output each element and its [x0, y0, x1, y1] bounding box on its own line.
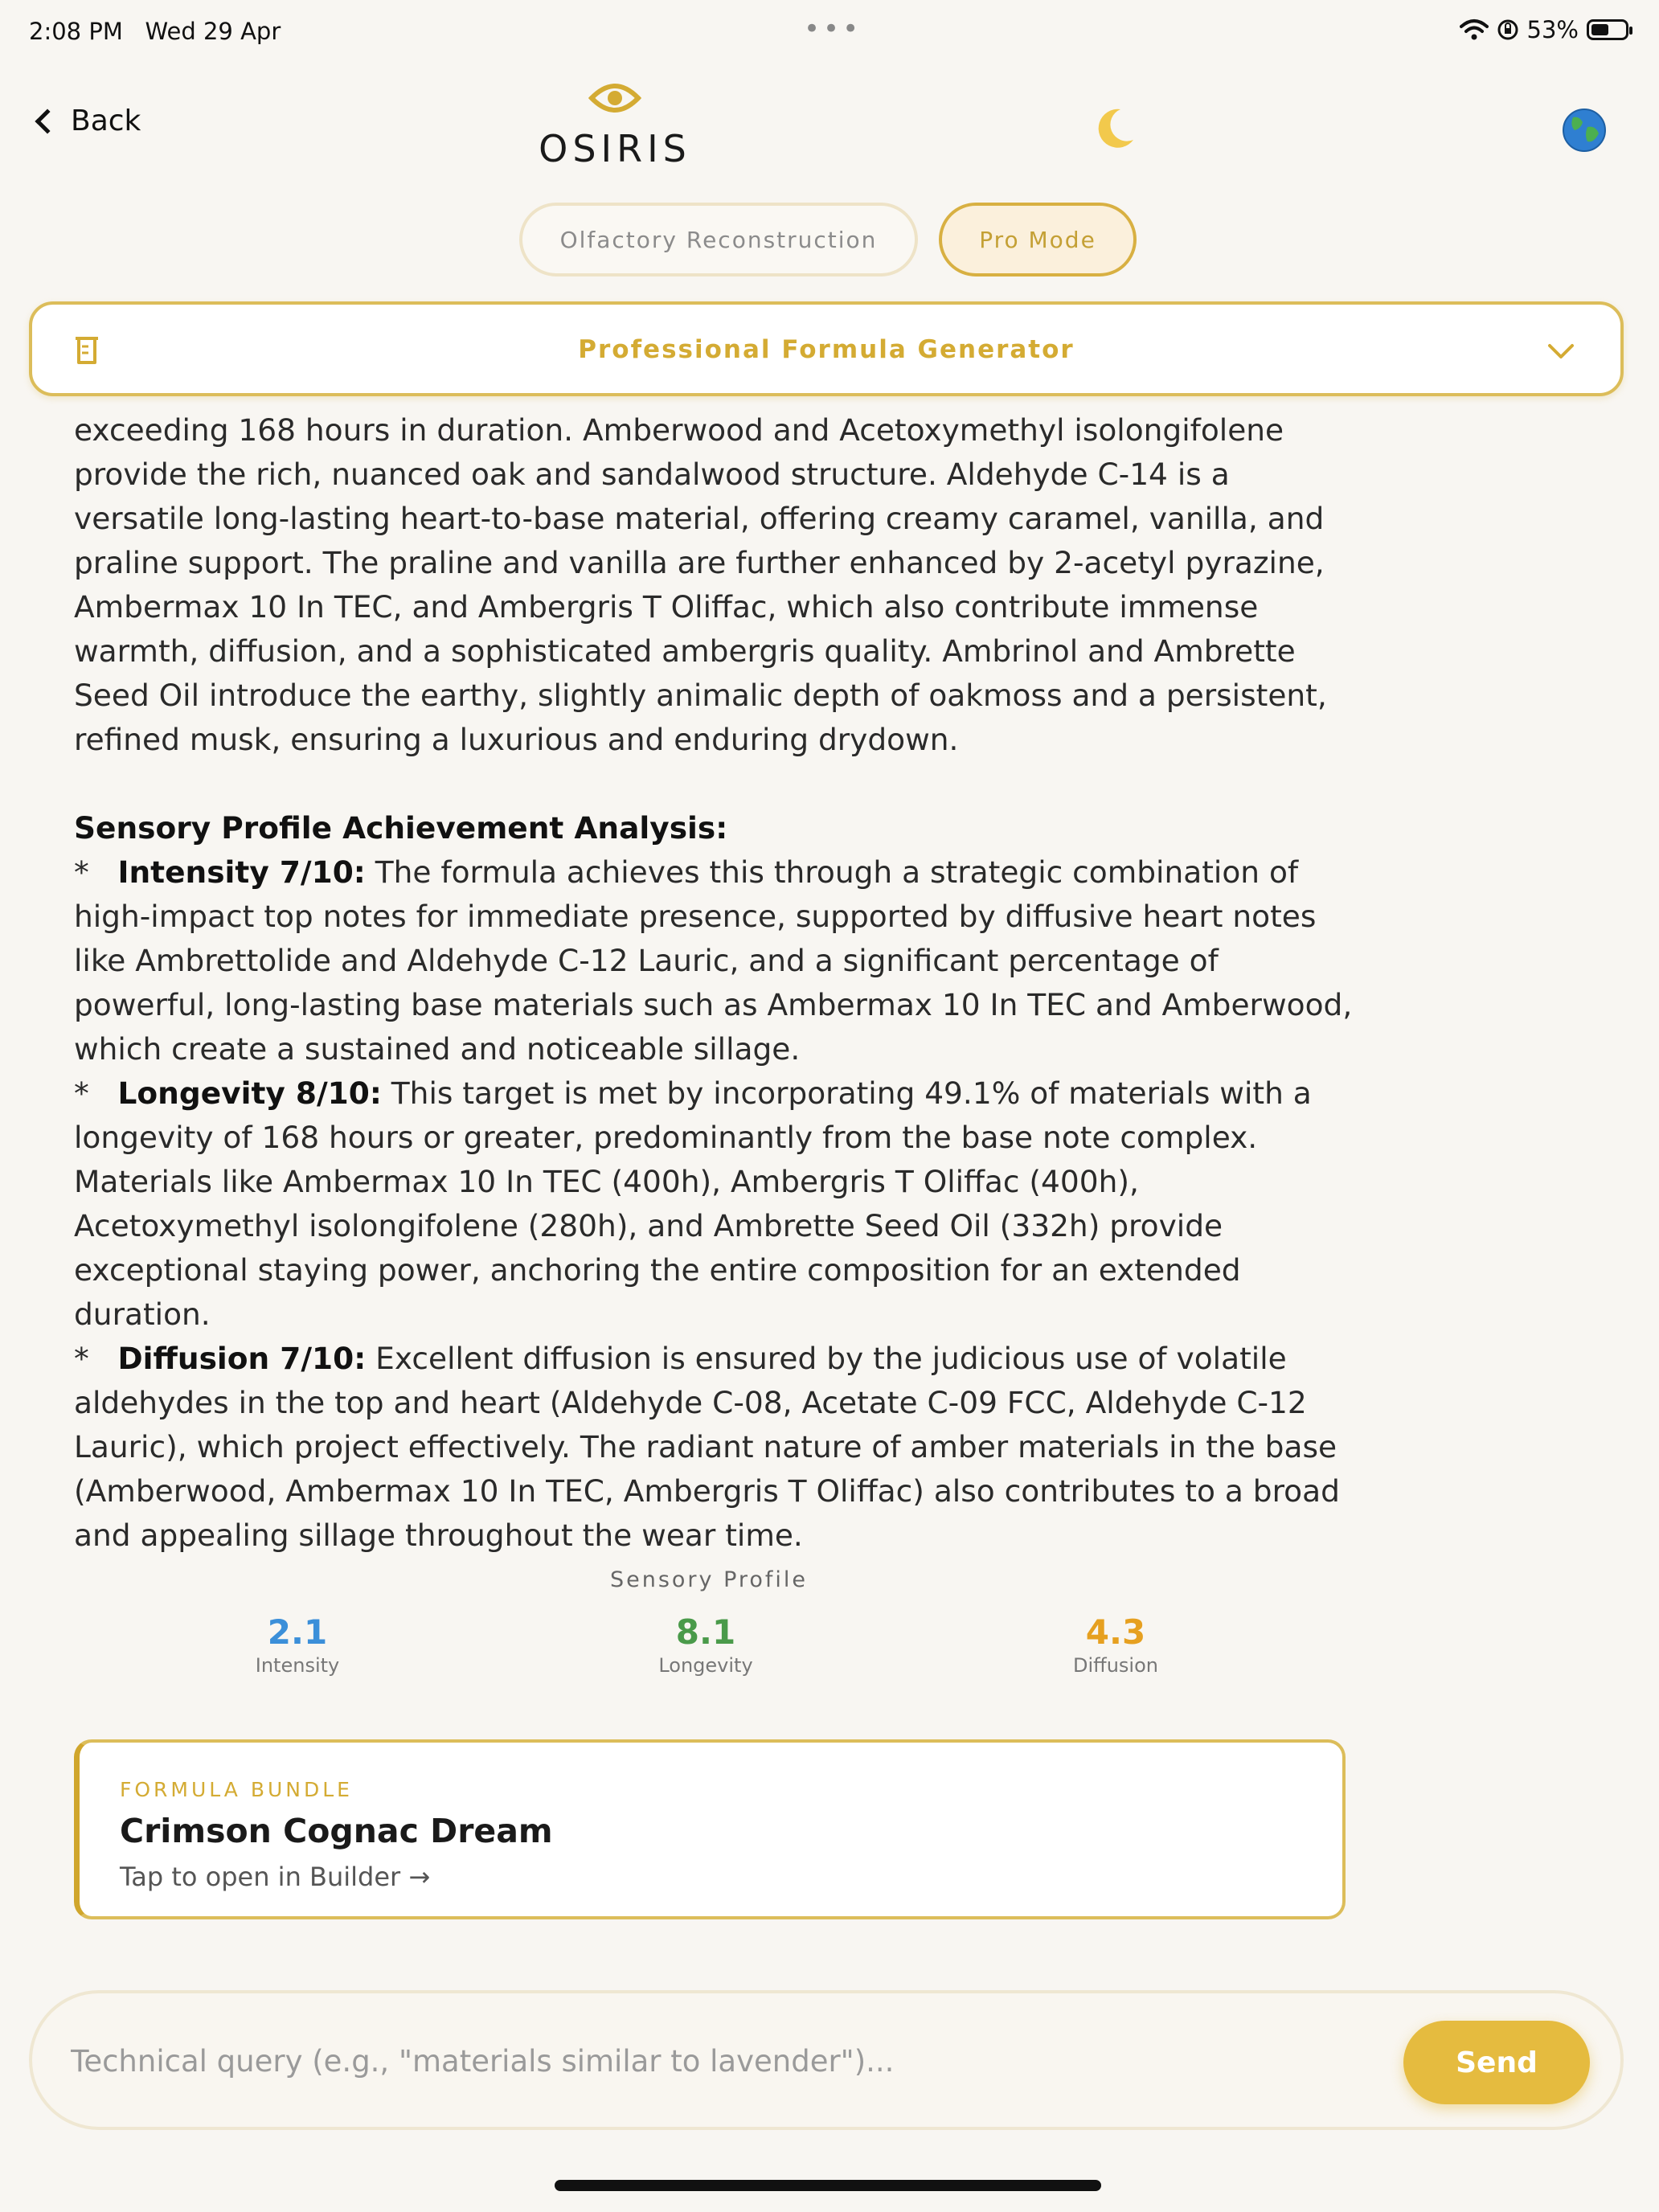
battery-percent: 53% [1526, 16, 1579, 43]
tab-pro-mode[interactable]: Pro Mode [939, 203, 1137, 276]
formula-bundle-card[interactable] [74, 1739, 1346, 1919]
app-logo [514, 80, 715, 170]
tab-olfactory-reconstruction[interactable]: Olfactory Reconstruction [519, 203, 918, 276]
bullet-longevity [74, 1071, 1360, 1337]
battery-fill [1591, 24, 1608, 35]
bullet-marker: * [74, 854, 89, 890]
metric-intensity [177, 1612, 418, 1677]
sensory-profile [74, 1567, 1344, 1688]
bullet-text: This target is met by incorporating 49.1% of materials with a longevity of 168 hours or greater, predominantly from the base note complex. Materials like Ambermax 10 In TEC (400h), Ambergris T Oliffac (400h), Acetoxymethyl isolongifolene (280h), and Ambrette Seed Oil (332h) provide exceptional staying power, anchoring the entire composition for an extended duration. [74, 1075, 1312, 1332]
orientation-lock-icon [1497, 18, 1519, 41]
open-in-builder-link[interactable]: Tap to open in Builder → [120, 1862, 431, 1892]
technical-query-input[interactable] [69, 2032, 1423, 2090]
metric-value: 2.1 [267, 1612, 328, 1652]
battery-icon [1587, 19, 1628, 40]
mode-tabs [519, 203, 1137, 276]
bundle-name: Crimson Cognac Dream [120, 1812, 553, 1850]
analysis-heading: Sensory Profile Achievement Analysis: [74, 810, 728, 846]
bullet-text: Excellent diffusion is ensured by the judicious use of volatile aldehydes in the top and heart (Aldehyde C-08, Acetate C-09 FCC, Aldehyde C-12 Lauric), which project effectively. The radiant nature of amber materials in the base (Amberwood, Ambermax 10 In TEC, Ambergris T Oliffac) also contributes to a broad and appealing sillage throughout the wear time. [74, 1341, 1340, 1553]
bullet-title: Longevity 8/10: [117, 1075, 382, 1111]
back-label: Back [71, 104, 141, 137]
home-indicator[interactable] [555, 2180, 1101, 2191]
back-button[interactable] [39, 104, 141, 137]
metric-label: Longevity [658, 1654, 753, 1677]
app-name: OSIRIS [539, 127, 691, 170]
eye-icon [588, 80, 641, 116]
response-content [74, 408, 1360, 1558]
status-time: 2:08 PM Wed 29 Apr [29, 18, 281, 45]
bullet-marker: * [74, 1075, 89, 1111]
bullet-title: Diffusion 7/10: [117, 1341, 367, 1376]
query-bar [29, 1990, 1624, 2130]
metric-value: 4.3 [1085, 1612, 1146, 1652]
bundle-kicker: FORMULA BUNDLE [120, 1778, 353, 1801]
metric-label: Intensity [255, 1654, 340, 1677]
generator-title: Professional Formula Generator [578, 335, 1075, 364]
sensory-profile-title: Sensory Profile [609, 1567, 809, 1592]
bullet-title: Intensity 7/10: [117, 854, 366, 890]
multitasking-dots[interactable]: ••• [804, 13, 862, 45]
moon-icon[interactable] [1090, 104, 1138, 153]
bullet-intensity [74, 850, 1360, 1071]
wifi-icon [1460, 18, 1489, 41]
chevron-left-icon [35, 109, 59, 133]
formula-generator-dropdown[interactable] [29, 301, 1624, 396]
chevron-down-icon[interactable] [1545, 335, 1577, 367]
send-button[interactable]: Send [1403, 2021, 1590, 2104]
status-indicators [1460, 16, 1628, 43]
globe-icon[interactable] [1562, 108, 1607, 153]
bullet-diffusion [74, 1337, 1360, 1558]
metric-longevity [585, 1612, 826, 1677]
status-bar [0, 0, 1659, 64]
metric-diffusion [995, 1612, 1236, 1677]
intro-paragraph: exceeding 168 hours in duration. Amberwood and Acetoxymethyl isolongifolene provide the rich, nuanced oak and sandalwood structure. Aldehyde C-14 is a versatile long-lasting heart-to-base material, offering creamy caramel, vanilla, and praline support. The praline and vanilla are further enhanced by 2-acetyl pyrazine, Ambermax 10 In TEC, and Ambergris T Oliffac, which also contribute immense warmth, diffusion, and a sophisticated ambergris quality. Ambrinol and Ambrette Seed Oil introduce the earthy, slightly animalic depth of oakmoss and a persistent, refined musk, ensuring a luxurious and enduring drydown. [74, 412, 1327, 757]
bullet-text: The formula achieves this through a strategic combination of high-impact top notes for immediate presence, supported by diffusive heart notes like Ambrettolide and Aldehyde C-12 Lauric, and a significant percentage of powerful, long-lasting base materials such as Ambermax 10 In TEC and Amberwood, which create a sustained and noticeable sillage. [74, 854, 1353, 1067]
metric-value: 8.1 [675, 1612, 736, 1652]
metric-label: Diffusion [1073, 1654, 1158, 1677]
bullet-marker: * [74, 1341, 89, 1376]
